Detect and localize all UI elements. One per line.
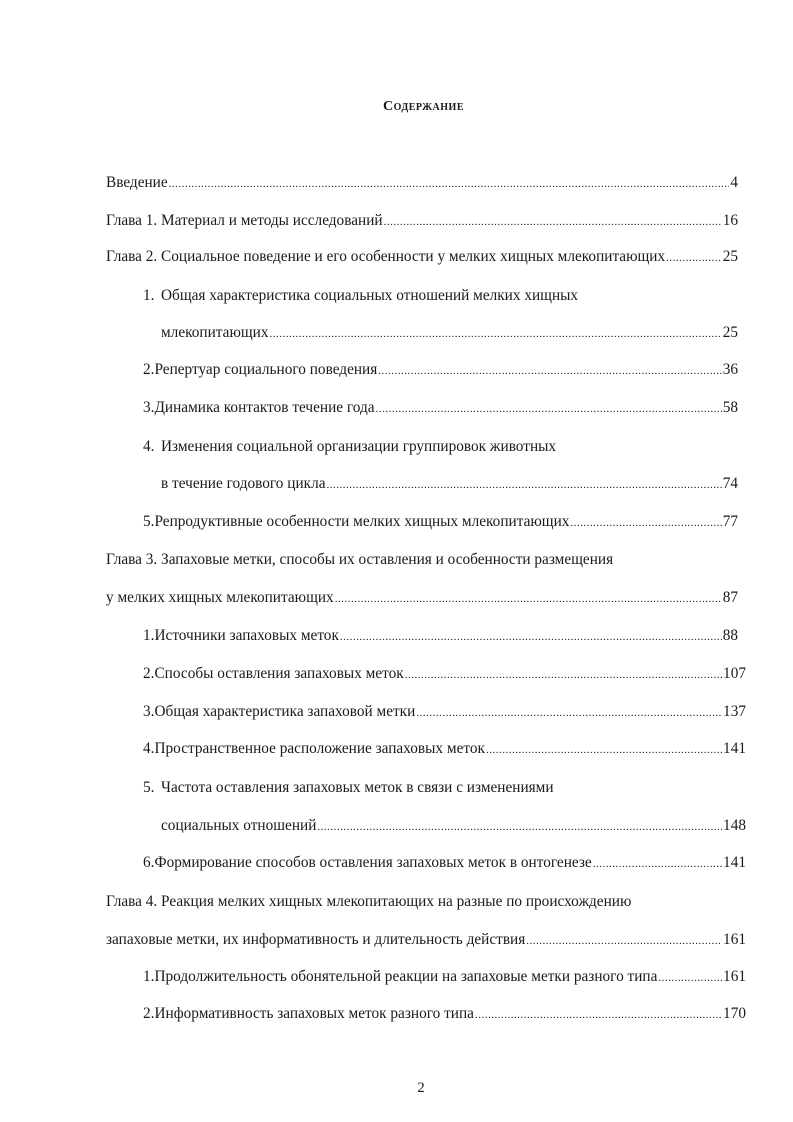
toc-entry: [143, 664, 746, 685]
toc-entry-number: 1.: [143, 968, 155, 985]
toc-entry-number: 4.: [143, 438, 155, 455]
toc-entry: [161, 816, 746, 837]
toc-entry: [106, 930, 746, 951]
toc-entry-number: 5.: [143, 779, 155, 796]
toc-entry-page: 170: [723, 1005, 746, 1022]
toc-entry-page: 25: [722, 248, 738, 265]
toc-entry-text: запаховые метки, их информативность и длительность действия: [106, 931, 526, 948]
dot-leader: [340, 627, 722, 647]
toc-entry-page: 74: [722, 475, 738, 492]
toc-entry-page: 161: [723, 931, 746, 948]
toc-entry-text: социальных отношений: [161, 817, 317, 834]
toc-entry-text: Способы оставления запаховых меток: [154, 665, 404, 682]
toc-entry-text: Информативность запаховых меток разного типа: [154, 1005, 474, 1022]
toc-entry: [161, 474, 738, 495]
toc-entry-text: Репродуктивные особенности мелких хищных млекопитающих: [154, 513, 570, 530]
toc-entry-text: Динамика контактов течение года: [154, 399, 375, 416]
toc-entry: [143, 967, 746, 988]
toc-entry-page: 77: [722, 513, 738, 530]
dot-leader: [486, 740, 722, 760]
toc-entry-number: 4.: [143, 740, 155, 757]
toc-entry-number: 5.: [143, 513, 155, 530]
dot-leader: [169, 174, 730, 194]
toc-entry-number: 2.: [143, 665, 155, 682]
toc-entry: [143, 702, 746, 723]
dot-leader: [593, 854, 722, 874]
toc-entry-page: 4: [730, 174, 738, 191]
toc-entry: [143, 360, 738, 381]
toc-entry-text: Частота оставления запаховых меток в связи с изменениями: [161, 779, 554, 796]
toc-entry: [161, 323, 738, 344]
toc-entry-text: млекопитающих: [161, 324, 269, 341]
toc-entry: [106, 550, 738, 570]
toc-entry-text: Глава 4. Реакция мелких хищных млекопитающих на разные по происхождению: [106, 893, 632, 910]
dot-leader: [526, 931, 722, 951]
toc-entry-page: 88: [722, 627, 738, 644]
toc-entry: [143, 1004, 746, 1025]
dot-leader: [269, 324, 721, 344]
toc-entry-page: 87: [722, 589, 738, 606]
toc-entry-text: Глава 3. Запаховые метки, способы их оставления и особенности размещения: [106, 551, 614, 568]
toc-entry-page: 107: [723, 665, 746, 682]
toc-entry-number: 3.: [143, 703, 155, 720]
toc-entry-page: 58: [722, 399, 738, 416]
toc-entry: [106, 588, 738, 609]
toc-entry-number: 3.: [143, 399, 155, 416]
toc-entry-page: 161: [723, 968, 746, 985]
toc-entry: [143, 778, 746, 798]
dot-leader: [327, 475, 722, 495]
toc-entry-page: 16: [722, 212, 738, 229]
dot-leader: [378, 361, 721, 381]
toc-entry-number: 2.: [143, 361, 155, 378]
toc-entry-page: 141: [723, 740, 746, 757]
toc-entry-number: 1.: [143, 627, 155, 644]
dot-leader: [658, 968, 722, 988]
toc-entry: [143, 739, 746, 760]
toc-entry-number: 1.: [143, 287, 155, 304]
toc-entry: [106, 892, 746, 912]
toc-entry: [106, 247, 738, 268]
toc-entry: [143, 853, 746, 874]
dot-leader: [570, 513, 721, 533]
dot-leader: [416, 703, 722, 723]
toc-entry-text: Пространственное расположение запаховых меток: [154, 740, 485, 757]
toc-entry: [106, 173, 738, 194]
toc-entry-text: Введение: [106, 174, 168, 191]
dot-leader: [666, 248, 722, 268]
toc-entry: [143, 398, 738, 419]
toc-entry: [143, 437, 738, 457]
dot-leader: [475, 1005, 722, 1025]
toc-entry-text: Глава 2. Социальное поведение и его особенности у мелких хищных млекопитающих: [106, 248, 666, 265]
dot-leader: [384, 212, 722, 232]
page-number: 2: [417, 1080, 425, 1096]
toc-entry-text: у мелких хищных млекопитающих: [106, 589, 334, 606]
toc-entry-text: Общая характеристика запаховой метки: [154, 703, 416, 720]
toc-entry: [143, 626, 738, 647]
dot-leader: [335, 589, 722, 609]
toc-entry-text: Общая характеристика социальных отношений мелких хищных: [161, 287, 579, 304]
toc-entry-text: Глава 1. Материал и методы исследований: [106, 212, 383, 229]
toc-entry-text: Продолжительность обонятельной реакции на запаховые метки разного типа: [154, 968, 658, 985]
toc-entry-page: 137: [723, 703, 746, 720]
dot-leader: [317, 817, 722, 837]
toc-entry-page: 25: [722, 324, 738, 341]
dot-leader: [405, 665, 722, 685]
toc-entry-text: Репертуар социального поведения: [154, 361, 378, 378]
toc-entry-number: 2.: [143, 1005, 155, 1022]
toc-entry: [106, 211, 738, 232]
toc-entry-page: 148: [723, 817, 746, 834]
toc-entry-text: Формирование способов оставления запаховых меток в онтогенезе: [154, 854, 592, 871]
toc-entry-text: Изменения социальной организации группировок животных: [161, 438, 557, 455]
toc-entry-text: Источники запаховых меток: [154, 627, 339, 644]
page-title: Содержание: [382, 99, 465, 114]
toc-entry: [143, 286, 738, 306]
toc-entry-page: 36: [722, 361, 738, 378]
toc-entry-text: в течение годового цикла: [161, 475, 326, 492]
dot-leader: [376, 399, 722, 419]
toc-entry-number: 6.: [143, 854, 155, 871]
toc-entry-page: 141: [723, 854, 746, 871]
toc-entry: [143, 512, 738, 533]
